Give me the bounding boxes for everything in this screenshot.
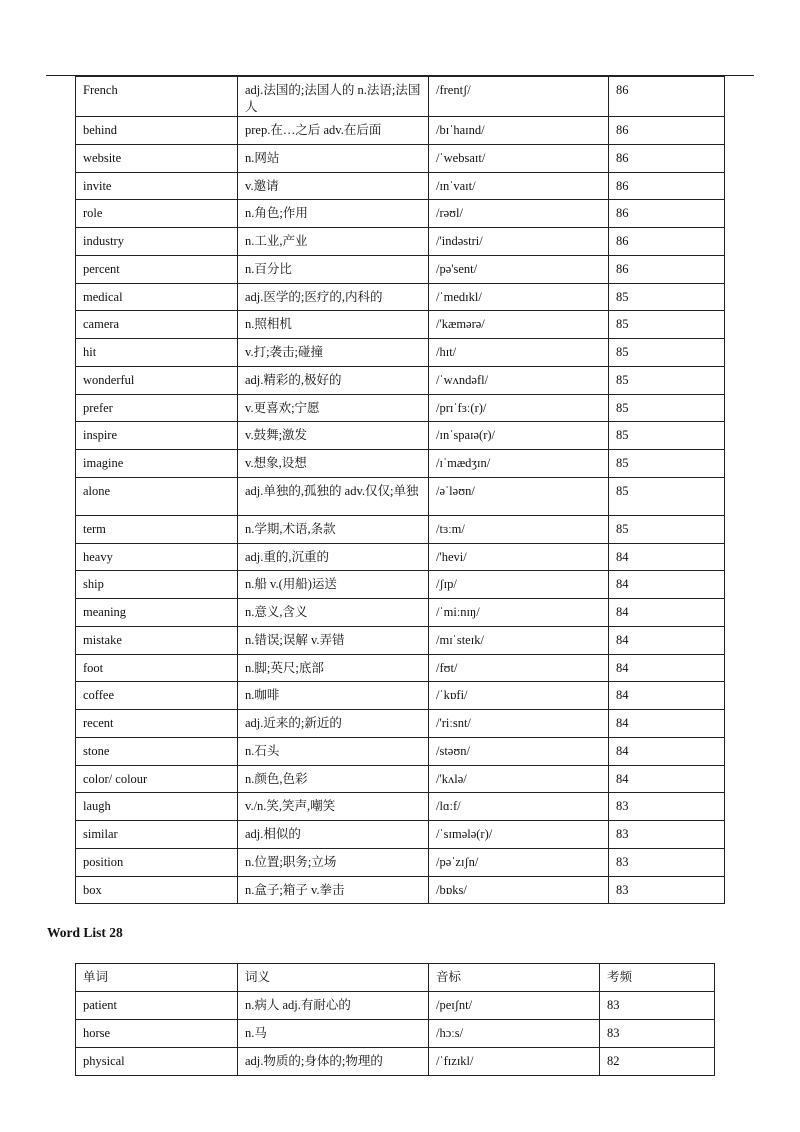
meaning-cell: adj.医学的;医疗的,内科的 <box>238 283 429 311</box>
phonetic-cell: /'hevi/ <box>429 543 609 571</box>
table-row <box>76 876 725 904</box>
table-row <box>76 77 725 117</box>
frequency-cell: 85 <box>609 283 725 311</box>
meaning-cell: n.错误;误解 v.弄错 <box>238 626 429 654</box>
frequency-cell: 84 <box>609 571 725 599</box>
word-cell: percent <box>76 255 238 283</box>
word-cell: position <box>76 848 238 876</box>
table-row <box>76 311 725 339</box>
meaning-cell: n.照相机 <box>238 311 429 339</box>
word-cell: role <box>76 200 238 228</box>
word-cell: physical <box>76 1048 238 1076</box>
phonetic-cell: /ˈmiːnɪŋ/ <box>429 599 609 627</box>
frequency-cell: 86 <box>609 172 725 200</box>
phonetic-cell: /ɪnˈvaɪt/ <box>429 172 609 200</box>
table-row <box>76 422 725 450</box>
meaning-cell: n.咖啡 <box>238 682 429 710</box>
word-cell: stone <box>76 737 238 765</box>
word-cell: behind <box>76 117 238 145</box>
phonetic-cell: /'kʌlə/ <box>429 765 609 793</box>
word-cell: website <box>76 144 238 172</box>
table-row <box>76 283 725 311</box>
frequency-cell: 83 <box>609 876 725 904</box>
phonetic-cell: /əˈləʊn/ <box>429 477 609 515</box>
frequency-cell: 82 <box>600 1048 715 1076</box>
word-cell: meaning <box>76 599 238 627</box>
word-cell: box <box>76 876 238 904</box>
phonetic-cell: /ˈsɪmələ(r)/ <box>429 821 609 849</box>
word-cell: wonderful <box>76 366 238 394</box>
frequency-cell: 86 <box>609 144 725 172</box>
table-row <box>76 144 725 172</box>
vocab-table-continued <box>75 76 725 904</box>
meaning-cell: adj.相似的 <box>238 821 429 849</box>
frequency-cell: 84 <box>609 654 725 682</box>
frequency-cell: 84 <box>609 710 725 738</box>
word-cell: similar <box>76 821 238 849</box>
word-cell: industry <box>76 228 238 256</box>
meaning-cell: adj.精彩的,极好的 <box>238 366 429 394</box>
meaning-cell: adj.法国的;法国人的 n.法语;法国人 <box>238 77 429 117</box>
word-cell: prefer <box>76 394 238 422</box>
word-cell: patient <box>76 992 238 1020</box>
word-cell: imagine <box>76 450 238 478</box>
header-frequency: 考频 <box>600 964 715 992</box>
table-row <box>76 654 725 682</box>
meaning-cell: v.想象,设想 <box>238 450 429 478</box>
table-row <box>76 228 725 256</box>
table-row <box>76 1048 715 1076</box>
meaning-cell: n.学期,术语,条款 <box>238 515 429 543</box>
header-word: 单词 <box>76 964 238 992</box>
meaning-cell: n.颜色,色彩 <box>238 765 429 793</box>
meaning-cell: n.百分比 <box>238 255 429 283</box>
meaning-cell: n.网站 <box>238 144 429 172</box>
phonetic-cell: /frentʃ/ <box>429 77 609 117</box>
phonetic-cell: /tɜːm/ <box>429 515 609 543</box>
frequency-cell: 83 <box>609 793 725 821</box>
word-cell: medical <box>76 283 238 311</box>
phonetic-cell: /bɒks/ <box>429 876 609 904</box>
table-row <box>76 394 725 422</box>
phonetic-cell: /hɪt/ <box>429 339 609 367</box>
word-cell: term <box>76 515 238 543</box>
frequency-cell: 85 <box>609 394 725 422</box>
phonetic-cell: /'kæmərə/ <box>429 311 609 339</box>
meaning-cell: adj.重的,沉重的 <box>238 543 429 571</box>
table-row <box>76 200 725 228</box>
meaning-cell: adj.近来的;新近的 <box>238 710 429 738</box>
meaning-cell: n.马 <box>238 1020 429 1048</box>
word-cell: horse <box>76 1020 238 1048</box>
table-row <box>76 450 725 478</box>
frequency-cell: 85 <box>609 422 725 450</box>
word-cell: camera <box>76 311 238 339</box>
header-phonetic: 音标 <box>429 964 600 992</box>
table-row <box>76 626 725 654</box>
frequency-cell: 83 <box>609 821 725 849</box>
meaning-cell: n.角色;作用 <box>238 200 429 228</box>
frequency-cell: 86 <box>609 77 725 117</box>
phonetic-cell: /prɪˈfɜː(r)/ <box>429 394 609 422</box>
frequency-cell: 86 <box>609 255 725 283</box>
table-row <box>76 821 725 849</box>
word-cell: foot <box>76 654 238 682</box>
table-row <box>76 543 725 571</box>
word-cell: ship <box>76 571 238 599</box>
phonetic-cell: /ˈfɪzɪkl/ <box>429 1048 600 1076</box>
meaning-cell: v.鼓舞;激发 <box>238 422 429 450</box>
frequency-cell: 83 <box>600 1020 715 1048</box>
frequency-cell: 84 <box>609 543 725 571</box>
frequency-cell: 86 <box>609 200 725 228</box>
phonetic-cell: /ɪnˈspaɪə(r)/ <box>429 422 609 450</box>
phonetic-cell: /pəˈzɪʃn/ <box>429 848 609 876</box>
table-row <box>76 682 725 710</box>
meaning-cell: v.打;袭击;碰撞 <box>238 339 429 367</box>
meaning-cell: n.工业,产业 <box>238 228 429 256</box>
table-row <box>76 571 725 599</box>
phonetic-cell: /ˈmedɪkl/ <box>429 283 609 311</box>
phonetic-cell: /'riːsnt/ <box>429 710 609 738</box>
table-row <box>76 710 725 738</box>
table-row <box>76 255 725 283</box>
frequency-cell: 84 <box>609 626 725 654</box>
table-row <box>76 793 725 821</box>
frequency-cell: 84 <box>609 765 725 793</box>
phonetic-cell: /mɪˈsteɪk/ <box>429 626 609 654</box>
word-cell: recent <box>76 710 238 738</box>
meaning-cell: n.船 v.(用船)运送 <box>238 571 429 599</box>
phonetic-cell: /hɔːs/ <box>429 1020 600 1048</box>
table-row <box>76 117 725 145</box>
phonetic-cell: /stəʊn/ <box>429 737 609 765</box>
frequency-cell: 86 <box>609 117 725 145</box>
frequency-cell: 86 <box>609 228 725 256</box>
vocab-table-word-list-28 <box>75 963 715 1076</box>
frequency-cell: 85 <box>609 477 725 515</box>
table-row <box>76 172 725 200</box>
meaning-cell: n.脚;英尺;底部 <box>238 654 429 682</box>
table-row <box>76 765 725 793</box>
meaning-cell: n.位置;职务;立场 <box>238 848 429 876</box>
phonetic-cell: /peɪʃnt/ <box>429 992 600 1020</box>
table-row <box>76 992 715 1020</box>
phonetic-cell: /lɑːf/ <box>429 793 609 821</box>
table-row <box>76 1020 715 1048</box>
phonetic-cell: /'indəstri/ <box>429 228 609 256</box>
word-cell: hit <box>76 339 238 367</box>
phonetic-cell: /ˈwebsaɪt/ <box>429 144 609 172</box>
word-cell: French <box>76 77 238 117</box>
table-row <box>76 515 725 543</box>
word-cell: color/ colour <box>76 765 238 793</box>
meaning-cell: v.邀请 <box>238 172 429 200</box>
phonetic-cell: /ɪˈmædʒɪn/ <box>429 450 609 478</box>
meaning-cell: v.更喜欢;宁愿 <box>238 394 429 422</box>
meaning-cell: prep.在…之后 adv.在后面 <box>238 117 429 145</box>
header-meaning: 词义 <box>238 964 429 992</box>
frequency-cell: 85 <box>609 339 725 367</box>
word-list-title: Word List 28 <box>47 925 123 940</box>
table-row <box>76 339 725 367</box>
phonetic-cell: /ˈwʌndəfl/ <box>429 366 609 394</box>
phonetic-cell: /ˈkɒfi/ <box>429 682 609 710</box>
frequency-cell: 85 <box>609 311 725 339</box>
frequency-cell: 85 <box>609 450 725 478</box>
phonetic-cell: /bɪˈhaɪnd/ <box>429 117 609 145</box>
meaning-cell: n.石头 <box>238 737 429 765</box>
frequency-cell: 83 <box>609 848 725 876</box>
word-cell: heavy <box>76 543 238 571</box>
word-cell: inspire <box>76 422 238 450</box>
meaning-cell: adj.单独的,孤独的 adv.仅仅;单独 <box>238 477 429 515</box>
word-cell: invite <box>76 172 238 200</box>
frequency-cell: 83 <box>600 992 715 1020</box>
frequency-cell: 84 <box>609 682 725 710</box>
frequency-cell: 85 <box>609 366 725 394</box>
word-cell: mistake <box>76 626 238 654</box>
meaning-cell: adj.物质的;身体的;物理的 <box>238 1048 429 1076</box>
word-cell: laugh <box>76 793 238 821</box>
word-cell: alone <box>76 477 238 515</box>
meaning-cell: v./n.笑,笑声,嘲笑 <box>238 793 429 821</box>
frequency-cell: 84 <box>609 737 725 765</box>
frequency-cell: 84 <box>609 599 725 627</box>
frequency-cell: 85 <box>609 515 725 543</box>
meaning-cell: n.盒子;箱子 v.拳击 <box>238 876 429 904</box>
phonetic-cell: /ʃɪp/ <box>429 571 609 599</box>
word-cell: coffee <box>76 682 238 710</box>
table-row <box>76 366 725 394</box>
meaning-cell: n.病人 adj.有耐心的 <box>238 992 429 1020</box>
table-row <box>76 599 725 627</box>
table-row <box>76 737 725 765</box>
meaning-cell: n.意义,含义 <box>238 599 429 627</box>
phonetic-cell: /fʊt/ <box>429 654 609 682</box>
phonetic-cell: /rəʊl/ <box>429 200 609 228</box>
table-header-row <box>76 964 715 992</box>
table-row <box>76 848 725 876</box>
table-row <box>76 477 725 515</box>
phonetic-cell: /pə'sent/ <box>429 255 609 283</box>
